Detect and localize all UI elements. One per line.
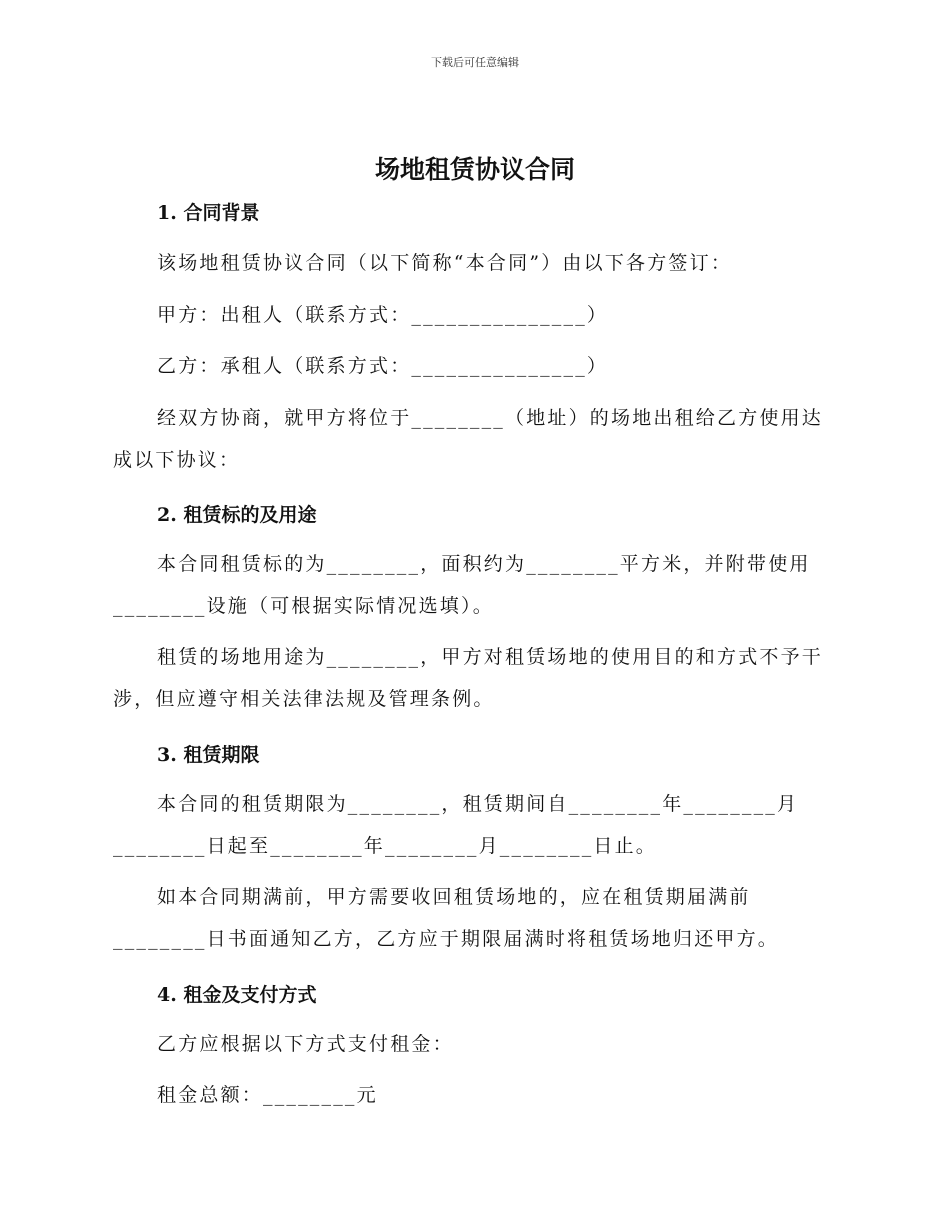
paragraph-subject: 本合同租赁标的为________，面积约为________平方米，并附带使用________设施（可根据实际情况选填）。: [113, 553, 811, 617]
section-heading-background: 1. 合同背景: [157, 202, 260, 224]
section-heading-rent: 4. 租金及支付方式: [157, 984, 317, 1006]
document-title: 场地租赁协议合同: [374, 155, 575, 184]
paragraph-rent-total: 租金总额：________元: [157, 1084, 378, 1106]
section-heading-term: 3. 租赁期限: [157, 744, 260, 766]
paragraph-party-b: 乙方：承租人（联系方式：_______________）: [157, 355, 609, 377]
paragraph-intro: 该场地租赁协议合同（以下简称“本合同”）由以下各方签订：: [157, 252, 733, 274]
page-header-note: 下载后可任意编辑: [431, 56, 519, 69]
paragraph-early-return: 如本合同期满前，甲方需要收回租赁场地的，应在租赁期届满前________日书面通知乙方，乙方应于期限届满时将租赁场地归还甲方。: [113, 886, 780, 950]
paragraph-agreement-basis: 经双方协商，就甲方将位于________（地址）的场地出租给乙方使用达成以下协议：: [113, 407, 824, 471]
paragraph-usage: 租赁的场地用途为________，甲方对租赁场地的使用目的和方式不予干涉，但应遵守相关法律法规及管理条例。: [113, 646, 824, 710]
section-heading-subject: 2. 租赁标的及用途: [157, 504, 317, 526]
paragraph-payment-method: 乙方应根据以下方式支付租金：: [157, 1033, 454, 1055]
paragraph-term: 本合同的租赁期限为________，租赁期间自________年________月________日起至________年________月________日止。: [113, 793, 799, 857]
paragraph-party-a: 甲方：出租人（联系方式：_______________）: [157, 304, 609, 326]
